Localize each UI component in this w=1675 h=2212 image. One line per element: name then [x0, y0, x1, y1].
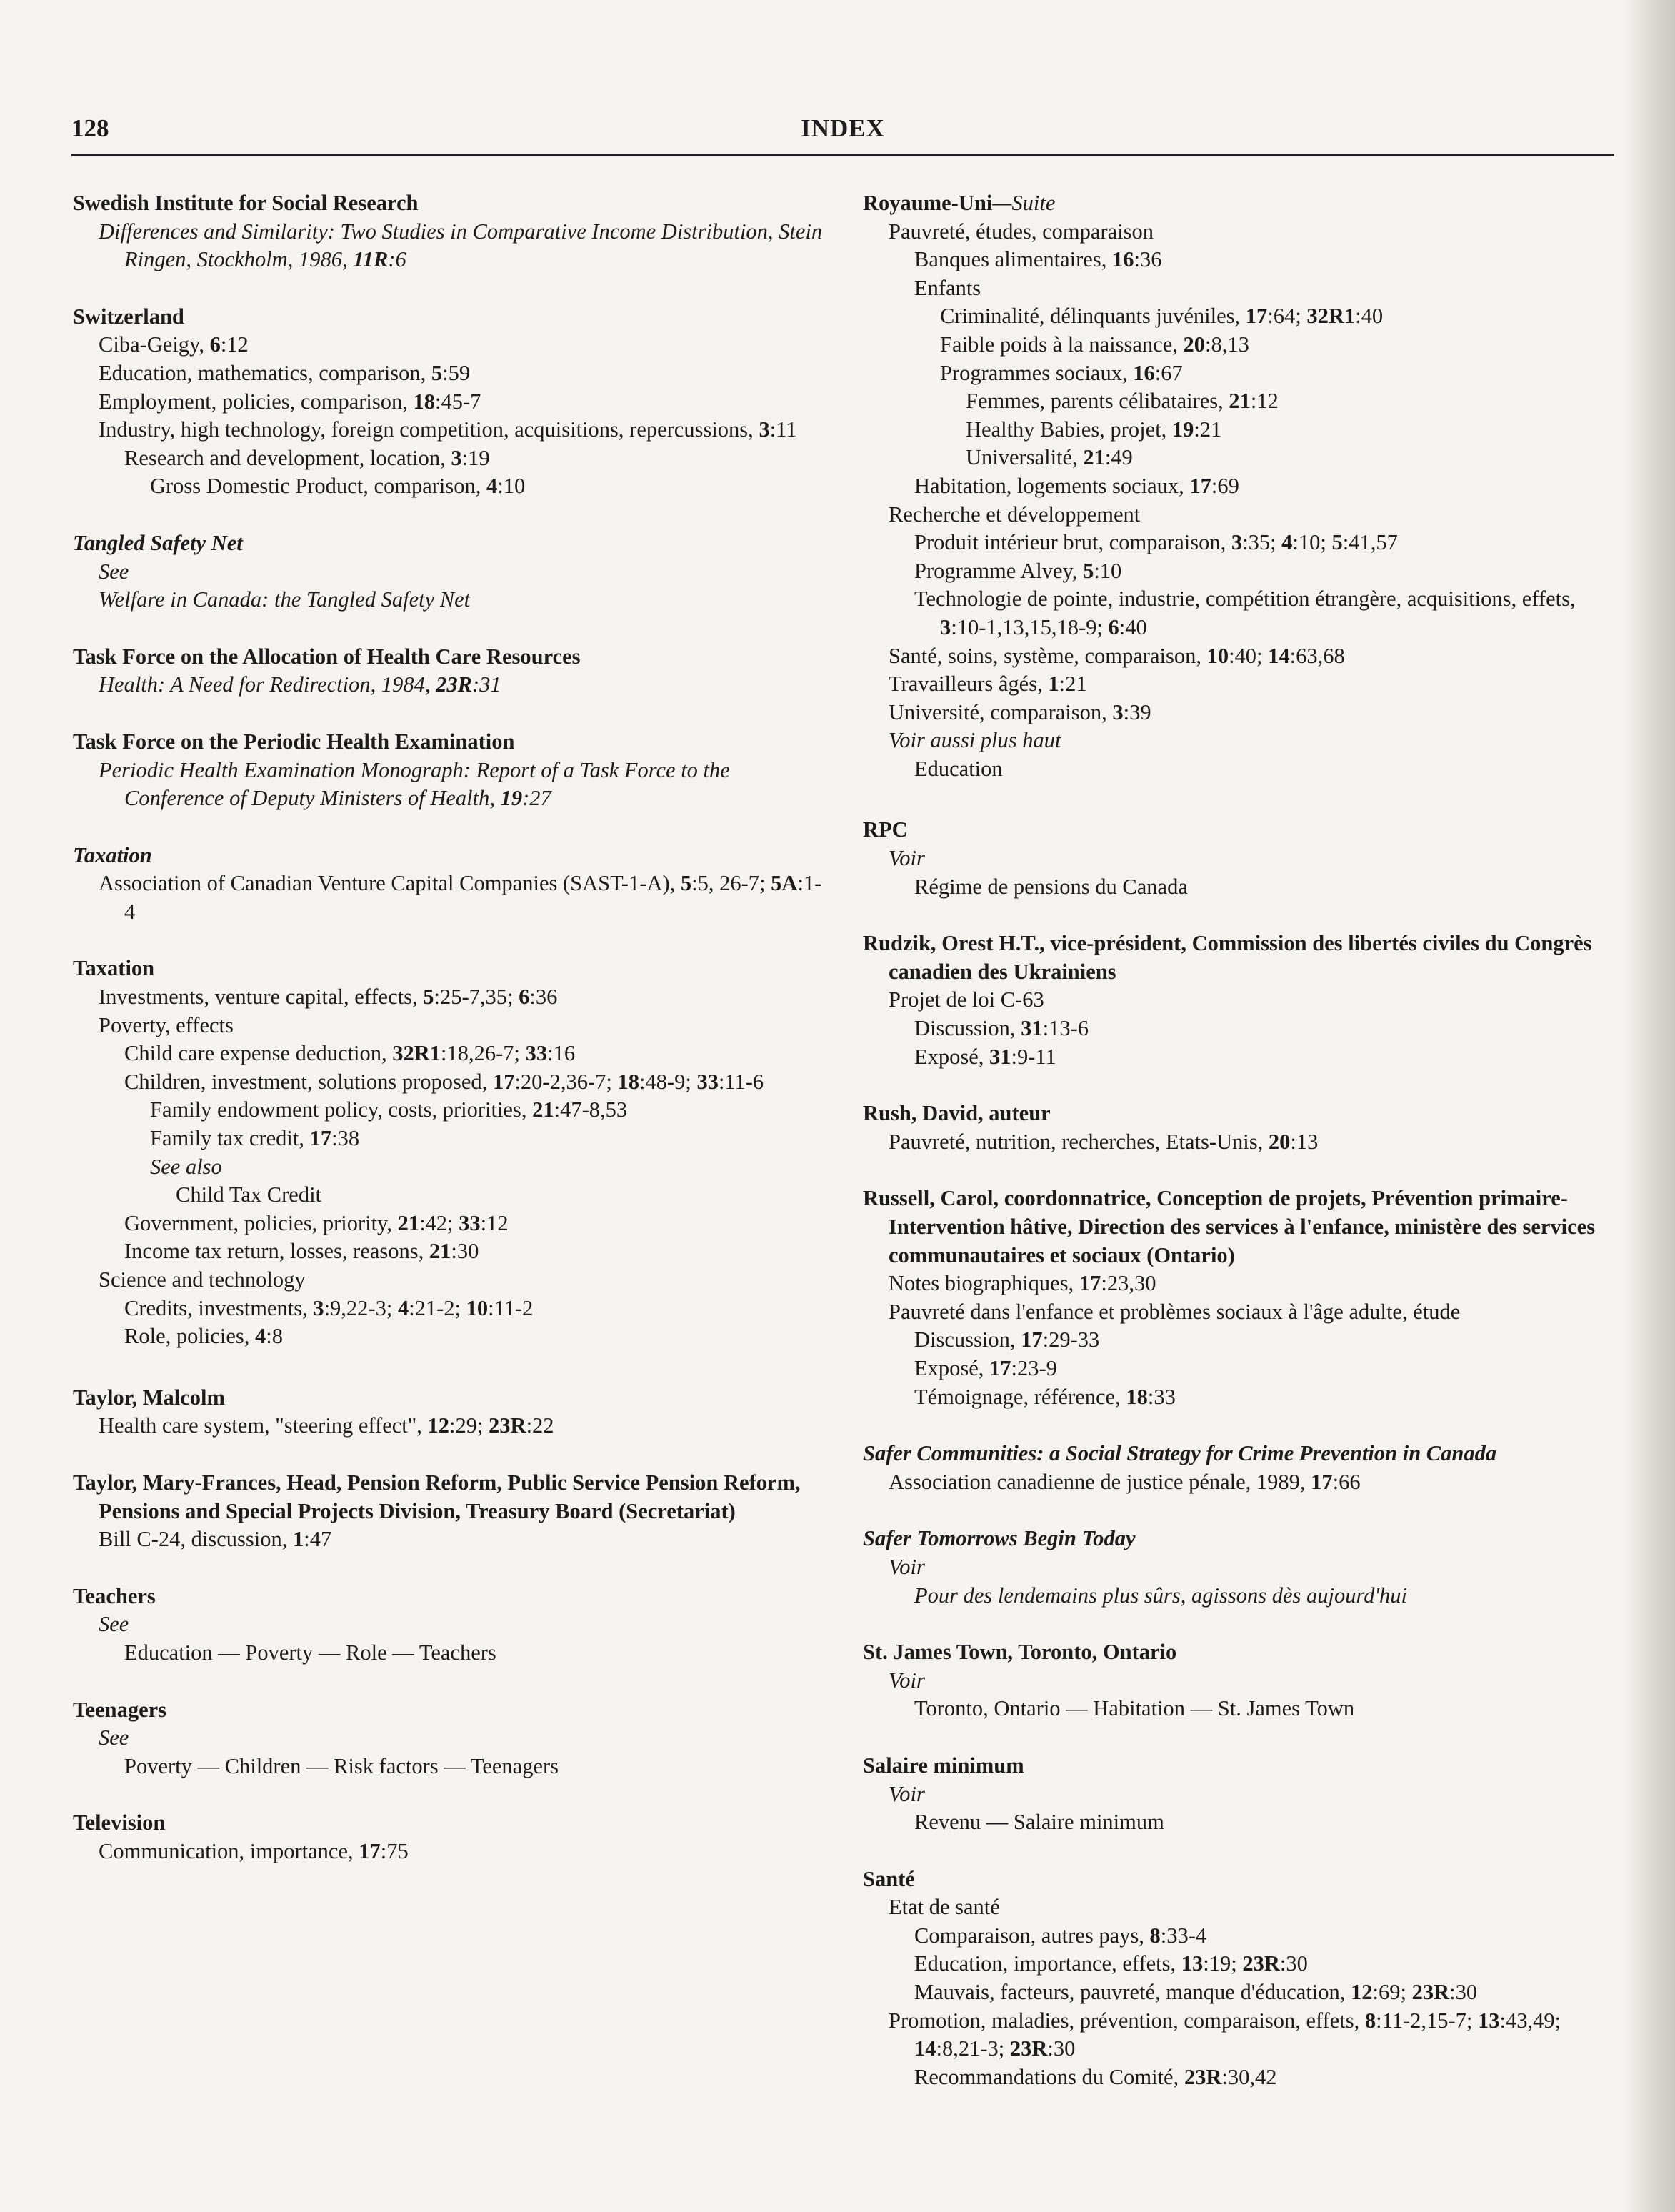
entry-heading: Taxation	[73, 956, 155, 981]
index-entry	[73, 1809, 830, 1865]
entry-line: Pauvreté, études, comparaison	[889, 219, 1154, 244]
entry-heading: Switzerland	[73, 304, 184, 329]
entry-line: Education, mathematics, comparison, 5:59	[99, 360, 471, 385]
left-column	[73, 189, 830, 1895]
index-entry	[863, 1525, 1614, 1610]
entry-heading: Russell, Carol, coordonnatrice, Conception de projets, Prévention primaire-Intervention hâtive, Direction des services à l'enfance, ministère des services communautaires et sociaux (Ontario)	[863, 1186, 1596, 1267]
index-entry	[73, 1469, 830, 1554]
entry-line: Programmes sociaux, 16:67	[940, 360, 1183, 385]
header-rule	[71, 154, 1614, 156]
entry-heading: Teachers	[73, 1583, 156, 1608]
entry-heading: Taylor, Mary-Frances, Head, Pension Reform, Public Service Pension Reform, Pensions and Special Projects Division, Treasury Board (Secretariat)	[73, 1470, 801, 1523]
index-entry	[863, 1100, 1614, 1156]
entry-heading: Safer Communities: a Social Strategy for Crime Prevention in Canada	[863, 1441, 1497, 1466]
heading-continued: —Suite	[992, 191, 1056, 215]
entry-line: Communication, importance, 17:75	[99, 1838, 409, 1863]
index-entry	[863, 1865, 1614, 2092]
entry-line: Faible poids à la naissance, 20:8,13	[940, 332, 1249, 357]
entry-line: Healthy Babies, projet, 19:21	[966, 417, 1222, 442]
entry-heading: Safer Tomorrows Begin Today	[863, 1526, 1136, 1551]
entry-heading: St. James Town, Toronto, Ontario	[863, 1640, 1177, 1665]
entry-line: Health care system, "steering effect", 12:29; 23R:22	[99, 1413, 554, 1438]
entry-line: Association of Canadian Venture Capital Companies (SAST-1-A), 5:5, 26-7; 5A:1-4	[99, 871, 822, 924]
index-entry	[863, 930, 1614, 1071]
entry-line: Child care expense deduction, 32R1:18,26-7; 33:16	[124, 1041, 576, 1066]
entry-line: Promotion, maladies, prévention, comparaison, effets, 8:11-2,15-7; 13:43,49; 14:8,21-3; 23R:30	[889, 2008, 1561, 2061]
running-title: INDEX	[801, 114, 885, 142]
entry-line: Enfants	[914, 275, 981, 300]
index-entry	[73, 842, 830, 927]
entry-line: Health: A Need for Redirection, 1984, 23R:31	[99, 672, 501, 697]
index-entry	[73, 728, 830, 813]
entry-heading: Rush, David, auteur	[863, 1101, 1051, 1126]
entry-line: Education	[914, 756, 1003, 781]
entry-line: Mauvais, facteurs, pauvreté, manque d'éducation, 12:69; 23R:30	[914, 1980, 1478, 2005]
entry-heading: Task Force on the Allocation of Health Care Resources	[73, 644, 581, 669]
entry-line: Education — Poverty — Role — Teachers	[124, 1640, 496, 1665]
entry-line: Santé, soins, système, comparaison, 10:40; 14:63,68	[889, 643, 1345, 668]
entry-line: Investments, venture capital, effects, 5:25-7,35; 6:36	[99, 985, 558, 1010]
entry-heading: Rudzik, Orest H.T., vice-président, Commission des libertés civiles du Congrès canadien des Ukrainiens	[863, 931, 1592, 984]
entry-line: Habitation, logements sociaux, 17:69	[914, 473, 1239, 498]
entry-line: Child Tax Credit	[176, 1182, 322, 1207]
entry-line: Exposé, 31:9-11	[914, 1044, 1056, 1069]
index-entry	[73, 955, 830, 1350]
entry-line: Industry, high technology, foreign competition, acquisitions, repercussions, 3:11	[99, 417, 797, 442]
entry-line: Témoignage, référence, 18:33	[914, 1384, 1176, 1409]
entry-line: Poverty — Children — Risk factors — Teenagers	[124, 1753, 559, 1778]
entry-heading: Taylor, Malcolm	[73, 1385, 225, 1410]
entry-line: Université, comparaison, 3:39	[889, 699, 1151, 724]
entry-line: Pauvreté, nutrition, recherches, Etats-Unis, 20:13	[889, 1129, 1319, 1154]
entry-line: Voir	[889, 1668, 925, 1693]
entry-line: Voir	[889, 1781, 925, 1806]
entry-line: Technologie de pointe, industrie, compétition étrangère, acquisitions, effets, 3:10-1,13,15,18-9; 6:40	[914, 587, 1576, 639]
entry-line: Femmes, parents célibataires, 21:12	[966, 389, 1279, 414]
entry-line: Notes biographiques, 17:23,30	[889, 1271, 1156, 1296]
entry-line: Education, importance, effets, 13:19; 23R:30	[914, 1951, 1308, 1976]
entry-line: Poverty, effects	[99, 1012, 234, 1037]
entry-line: Voir aussi plus haut	[889, 728, 1061, 753]
entry-heading: Task Force on the Periodic Health Examination	[73, 729, 515, 754]
entry-line: Universalité, 21:49	[966, 445, 1133, 470]
running-head	[71, 114, 1614, 150]
entry-line: Research and development, location, 3:19	[124, 445, 490, 470]
entry-line: Projet de loi C-63	[889, 987, 1044, 1012]
index-entry	[863, 1638, 1614, 1723]
entry-line: See	[99, 1612, 129, 1637]
entry-line: Employment, policies, comparison, 18:45-7	[99, 389, 481, 414]
index-entry	[73, 1696, 830, 1781]
entry-line: Pour des lendemains plus sûrs, agissons dès aujourd'hui	[914, 1583, 1407, 1608]
entry-line: See	[99, 559, 129, 584]
entry-line: Science and technology	[99, 1267, 306, 1292]
right-column	[863, 189, 1614, 2120]
page-number: 128	[71, 114, 109, 142]
entry-line: Role, policies, 4:8	[124, 1324, 283, 1349]
index-entry	[73, 643, 830, 699]
index-entry	[73, 1384, 830, 1440]
entry-line: Programme Alvey, 5:10	[914, 558, 1122, 583]
entry-heading: Swedish Institute for Social Research	[73, 191, 419, 215]
entry-line: See	[99, 1725, 129, 1750]
entry-line: Children, investment, solutions proposed, 17:20-2,36-7; 18:48-9; 33:11-6	[124, 1069, 764, 1094]
entry-line: Recherche et développement	[889, 502, 1141, 527]
entry-line: Gross Domestic Product, comparison, 4:10	[150, 474, 526, 499]
index-entry	[73, 303, 830, 501]
entry-line: Differences and Similarity: Two Studies in Comparative Income Distribution, Stein Ringen, Stockholm, 1986, 11R:6	[99, 219, 823, 272]
entry-line: Welfare in Canada: the Tangled Safety Net	[99, 587, 471, 612]
page-edge-shadow	[1625, 0, 1675, 2212]
entry-heading: Television	[73, 1810, 166, 1835]
entry-line: Banques alimentaires, 16:36	[914, 247, 1162, 272]
entry-line: Ciba-Geigy, 6:12	[99, 332, 249, 357]
entry-line: Comparaison, autres pays, 8:33-4	[914, 1923, 1207, 1948]
entry-heading: Santé	[863, 1866, 915, 1891]
entry-line: Government, policies, priority, 21:42; 33:12	[124, 1210, 509, 1235]
entry-line: Exposé, 17:23-9	[914, 1355, 1057, 1380]
entry-line: Criminalité, délinquants juvéniles, 17:64; 32R1:40	[940, 304, 1384, 329]
entry-heading: Salaire minimum	[863, 1753, 1024, 1778]
entry-line: Produit intérieur brut, comparaison, 3:35; 4:10; 5:41,57	[914, 530, 1398, 555]
index-entry	[863, 1440, 1614, 1496]
entry-line: Voir	[889, 1554, 925, 1579]
entry-heading: Tangled Safety Net	[73, 530, 243, 555]
entry-line: Family endowment policy, costs, priorities, 21:47-8,53	[150, 1097, 628, 1122]
entry-heading: Teenagers	[73, 1697, 167, 1722]
entry-line: Discussion, 17:29-33	[914, 1327, 1100, 1352]
entry-line: Recommandations du Comité, 23R:30,42	[914, 2064, 1277, 2089]
entry-line: Family tax credit, 17:38	[150, 1126, 360, 1151]
index-entry	[863, 1185, 1614, 1411]
entry-heading-line	[863, 189, 1614, 218]
entry-line: See also	[150, 1154, 222, 1179]
entry-line: Association canadienne de justice pénale, 1989, 17:66	[889, 1469, 1361, 1494]
entry-heading: RPC	[863, 817, 908, 842]
entry-line: Etat de santé	[889, 1895, 1000, 1920]
entry-line: Travailleurs âgés, 1:21	[889, 672, 1087, 697]
index-entry	[73, 529, 830, 614]
index-entry	[73, 1583, 830, 1668]
entry-line: Periodic Health Examination Monograph: Report of a Task Force to the Conference of Deputy Ministers of Health, 19:27	[99, 757, 730, 811]
entry-line: Voir	[889, 846, 925, 871]
entry-line: Toronto, Ontario — Habitation — St. James Town	[914, 1696, 1355, 1721]
entry-line: Régime de pensions du Canada	[914, 874, 1188, 899]
index-entry	[73, 189, 830, 274]
entry-line: Revenu — Salaire minimum	[914, 1810, 1164, 1835]
index-entry	[863, 1752, 1614, 1837]
index-entry	[863, 189, 1614, 783]
entry-line: Income tax return, losses, reasons, 21:30	[124, 1239, 479, 1264]
entry-line: Bill C-24, discussion, 1:47	[99, 1527, 332, 1552]
entry-line: Credits, investments, 3:9,22-3; 4:21-2; 10:11-2	[124, 1295, 534, 1320]
entry-heading: Royaume-Uni	[863, 191, 993, 215]
entry-heading: Taxation	[73, 842, 152, 867]
entry-line: Pauvreté dans l'enfance et problèmes sociaux à l'âge adulte, étude	[889, 1299, 1461, 1324]
entry-line: Discussion, 31:13-6	[914, 1016, 1089, 1041]
index-entry	[863, 816, 1614, 901]
